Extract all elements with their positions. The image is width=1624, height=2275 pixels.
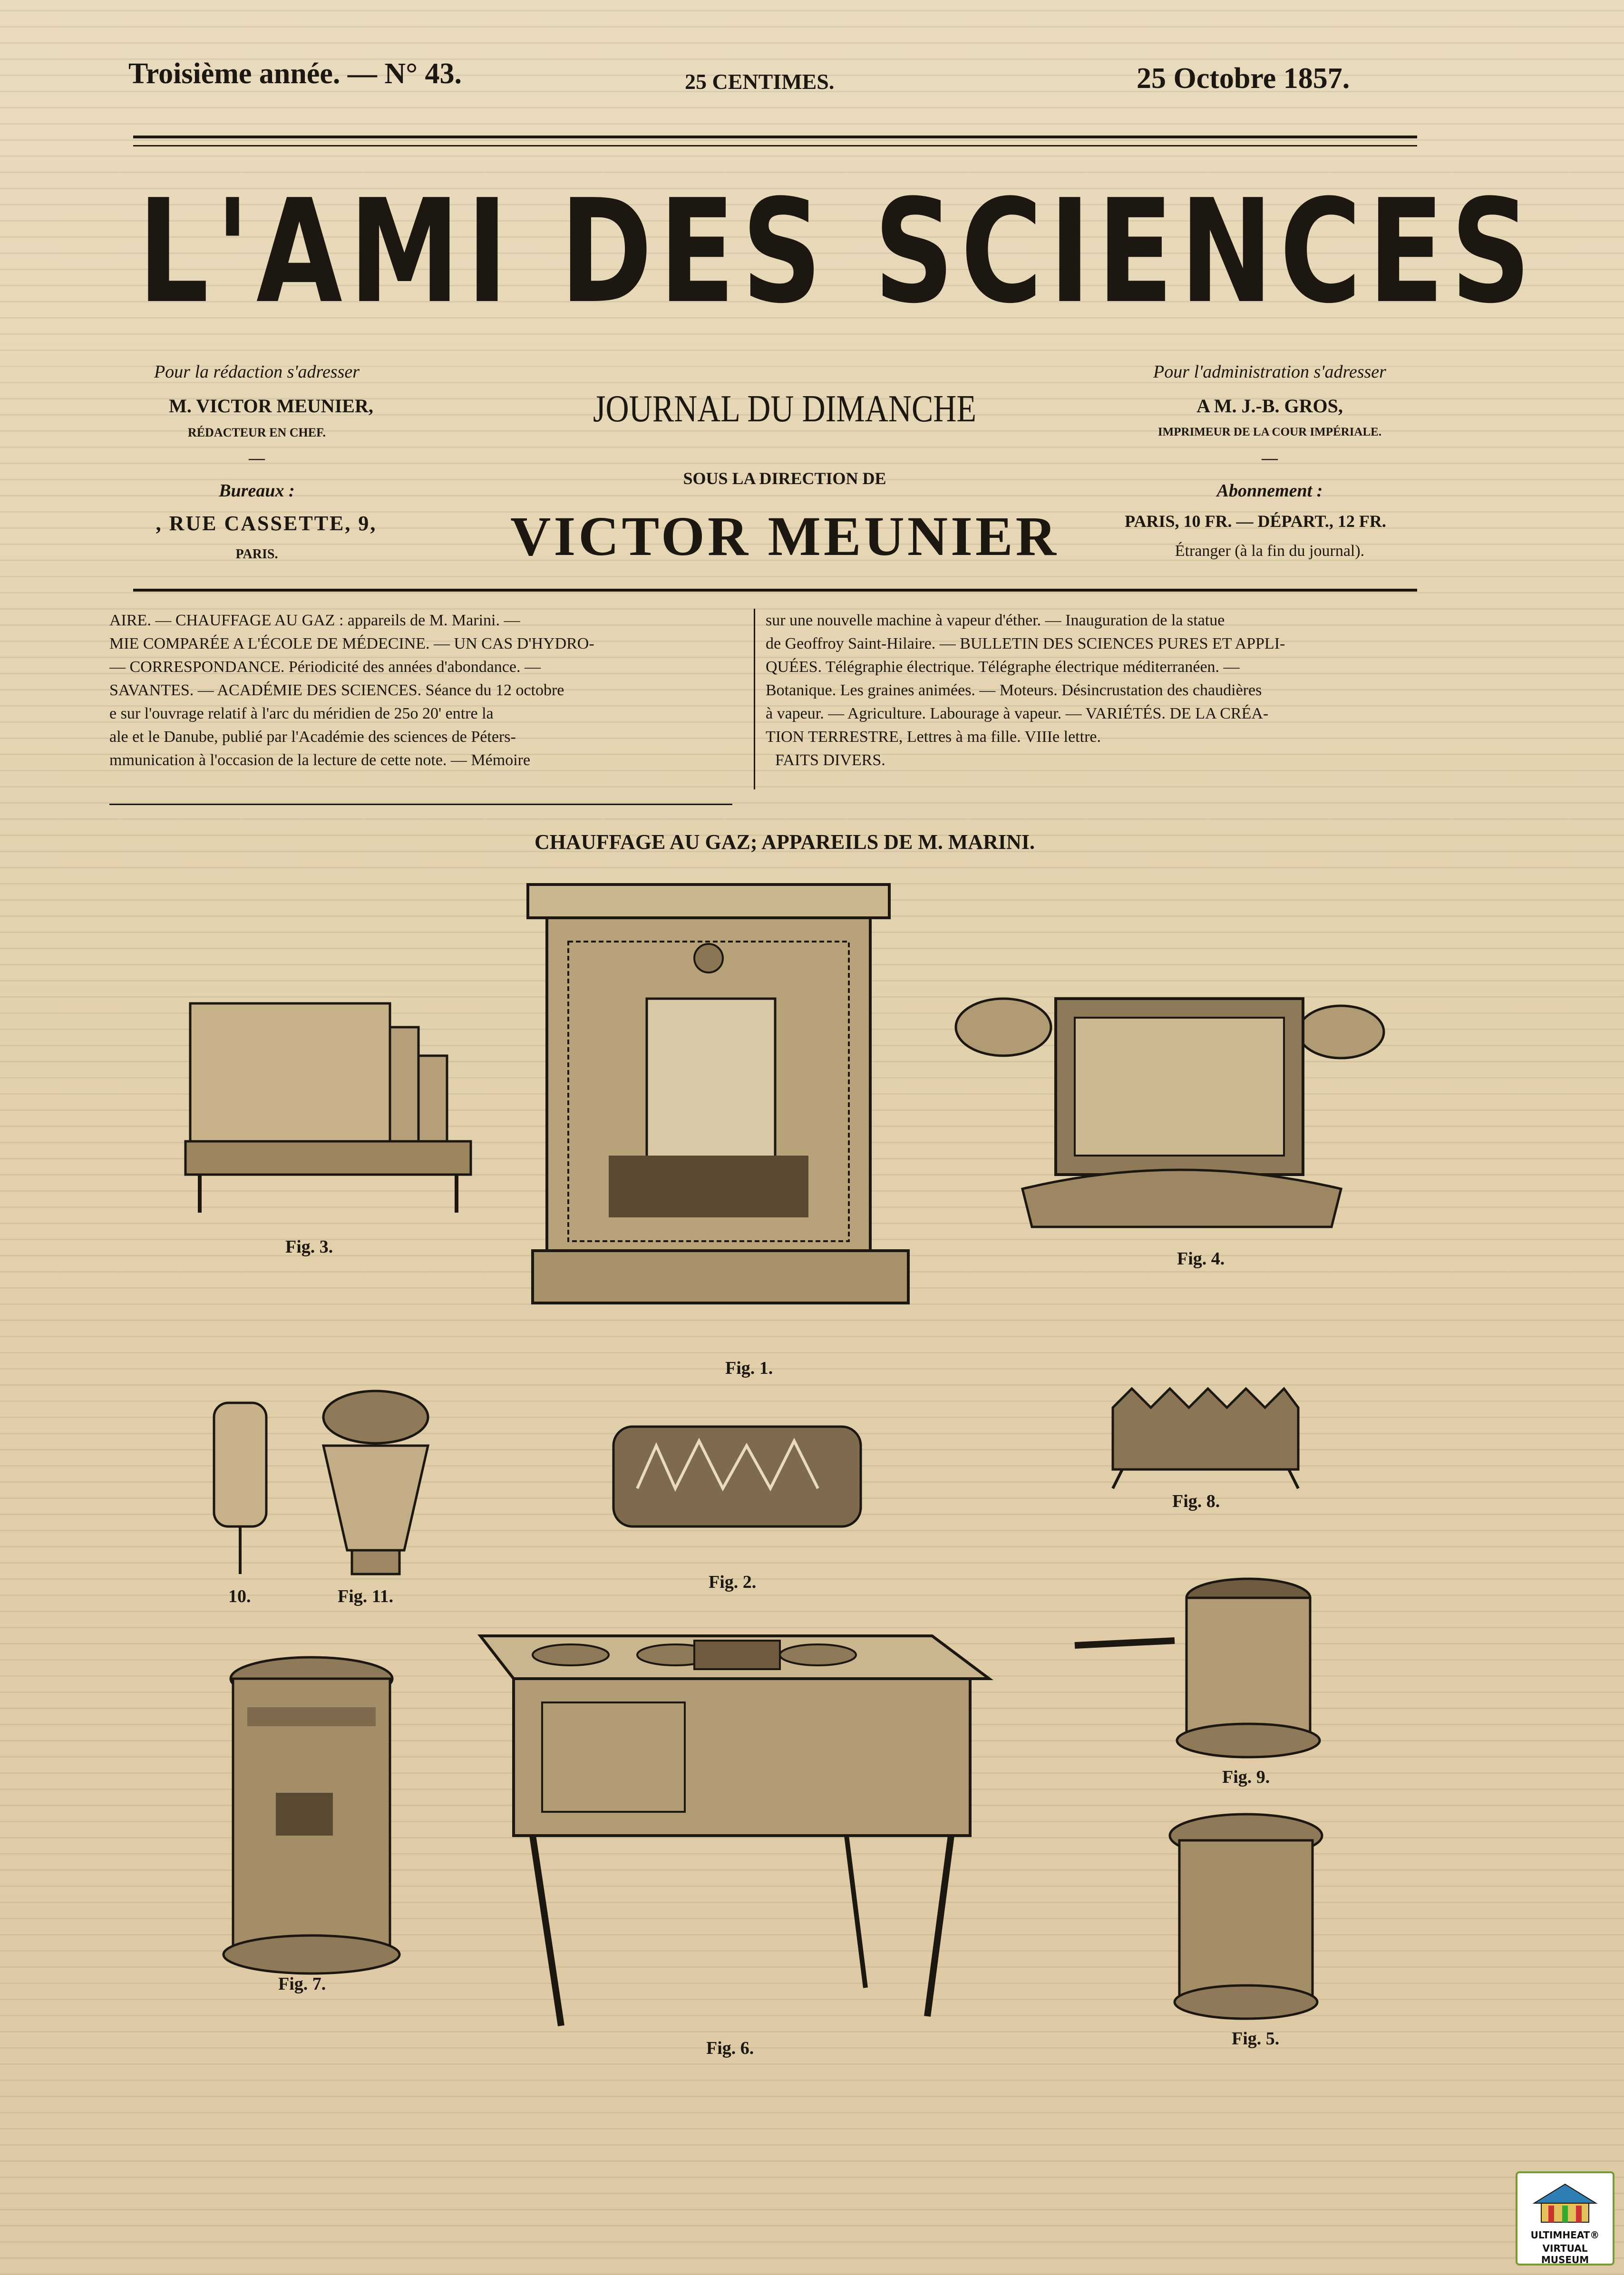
price: 25 CENTIMES.: [685, 69, 835, 94]
top-rule-thick: [133, 136, 1417, 138]
toc-line: Botanique. Les graines animées. — Moteurs. Désincrustation des chaudières: [766, 681, 1262, 699]
toc-line: à vapeur. — Agriculture. Labourage à vapeur. — VARIÉTÉS. DE LA CRÉA-: [766, 705, 1269, 722]
fig1-fireplace-illustration: [523, 880, 932, 1346]
direction-label: SOUS LA DIRECTION DE: [683, 469, 886, 488]
editorial-contact-line: Pour la rédaction s'adresser: [154, 362, 360, 382]
fig2-gas-log-illustration: [609, 1417, 875, 1550]
fig5-cylinder-burner-illustration: [1160, 1812, 1332, 2026]
admin-name: A M. J.-B. GROS,: [1196, 395, 1343, 417]
toc-left-column: [109, 609, 761, 794]
fig5-caption: Fig. 5.: [1232, 2029, 1280, 2049]
admin-role: IMPRIMEUR DE LA COUR IMPÉRIALE.: [1157, 426, 1382, 438]
offices-label: Bureaux :: [219, 481, 295, 501]
subscription-prices: PARIS, 10 FR. — DÉPART., 12 FR.: [1125, 512, 1386, 531]
issue-number: Troisième année. — N° 43.: [128, 58, 462, 90]
toc-line: e sur l'ouvrage relatif à l'arc du méridien de 25o 20' entre la: [109, 705, 494, 722]
toc-right-column: [766, 609, 1441, 794]
house-logo-icon: [1532, 2182, 1598, 2225]
toc-line: TION TERRESTRE, Lettres à ma fille. VIIIe lettre.: [766, 728, 1101, 746]
fig6-gas-range-illustration: [476, 1626, 994, 2040]
fig11-burner-illustration: [309, 1389, 442, 1588]
toc-line: AIRE. — CHAUFFAGE AU GAZ : appareils de M. Marini. —: [109, 612, 520, 629]
fig6-caption: Fig. 6.: [706, 2038, 754, 2058]
fig10-burner-illustration: [204, 1393, 276, 1584]
subscription-foreign: Étranger (à la fin du journal).: [1175, 542, 1365, 560]
fig8-crown-burner-illustration: [1103, 1379, 1308, 1493]
masthead-bottom-rule: [133, 589, 1417, 592]
toc-bottom-rule: [109, 804, 732, 805]
left-dash: —: [249, 449, 265, 467]
toc-line: ale et le Danube, publié par l'Académie des sciences de Péters-: [109, 728, 516, 746]
editor-name: M. VICTOR MEUNIER,: [169, 395, 373, 417]
director-name: VICTOR MEUNIER: [510, 505, 1059, 567]
masthead-title: L'AMI DES SCIENCES: [138, 169, 1538, 335]
fig3-caption: Fig. 3.: [285, 1237, 333, 1257]
subscription-label: Abonnement :: [1216, 481, 1323, 501]
right-dash: —: [1262, 449, 1278, 467]
museum-logo: [1516, 2171, 1614, 2265]
toc-line: mmunication à l'occasion de la lecture de cette note. — Mémoire: [109, 751, 531, 769]
editor-role: RÉDACTEUR EN CHEF.: [187, 426, 326, 439]
offices-city: PARIS.: [235, 547, 278, 562]
journal-subtitle: JOURNAL DU DIMANCHE: [593, 388, 976, 430]
fig9-caption: Fig. 9.: [1222, 1767, 1270, 1787]
fig9-cylinder-heater-illustration: [1070, 1574, 1336, 1764]
badge-line1: ULTIMHEAT®: [1530, 2229, 1600, 2241]
fig2-caption: Fig. 2.: [709, 1572, 757, 1592]
toc-line: QUÉES. Télégraphie électrique. Télégraphe électrique méditerranéen. —: [766, 658, 1240, 676]
fig8-caption: Fig. 8.: [1172, 1491, 1220, 1511]
fig7-stove-illustration: [219, 1650, 404, 1983]
toc-line: SAVANTES. — ACADÉMIE DES SCIENCES. Séance du 12 octobre: [109, 681, 564, 699]
fig11-caption: Fig. 11.: [338, 1586, 394, 1606]
offices-address: , RUE CASSETTE, 9,: [156, 512, 377, 535]
badge-line2: VIRTUAL MUSEUM: [1541, 2243, 1589, 2265]
issue-date: 25 Octobre 1857.: [1137, 62, 1350, 95]
toc-line: sur une nouvelle machine à vapeur d'éther. — Inauguration de la statue: [766, 612, 1225, 629]
fig4-caption: Fig. 4.: [1177, 1249, 1225, 1269]
toc-line: FAITS DIVERS.: [775, 751, 885, 769]
toc-line: de Geoffroy Saint-Hilaire. — BULLETIN DES SCIENCES PURES ET APPLI-: [766, 635, 1285, 652]
article-heading: CHAUFFAGE AU GAZ; APPAREILS DE M. MARINI.: [535, 830, 1035, 854]
table-of-contents: [109, 609, 1441, 794]
fig1-caption: Fig. 1.: [725, 1358, 773, 1378]
toc-line: — CORRESPONDANCE. Périodicité des années d'abondance. —: [109, 658, 541, 676]
admin-contact-line: Pour l'administration s'adresser: [1153, 362, 1386, 382]
toc-divider: [754, 609, 755, 789]
top-rule-thin: [133, 145, 1417, 146]
toc-line: MIE COMPARÉE A L'ÉCOLE DE MÉDECINE. — UN CAS D'HYDRO-: [109, 635, 594, 652]
fig10-caption: 10.: [228, 1586, 251, 1606]
fig4-grille-heater-illustration: [951, 970, 1398, 1241]
fig3-radiator-illustration: [181, 989, 485, 1227]
fig7-caption: Fig. 7.: [278, 1974, 326, 1994]
